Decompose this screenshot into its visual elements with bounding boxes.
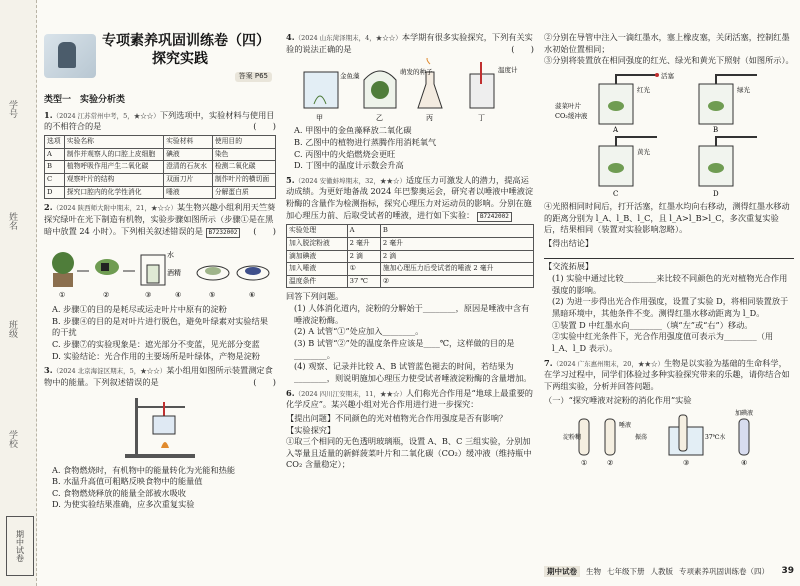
table-cell: ② bbox=[380, 275, 533, 288]
question-text: 某小组用如图所示装置测定食物中的能量。下列叙述错误的是 bbox=[44, 365, 273, 387]
plant-icon bbox=[52, 252, 74, 287]
footer-subject: 生物 bbox=[586, 566, 601, 576]
footer-brand: 期中试卷 bbox=[544, 566, 580, 577]
sub-question: (1) 人体消化道内，淀粉的分解始于________，原因是唾液中含有唾液淀粉酶。 bbox=[294, 303, 530, 325]
page-subtitle: 探究实践 bbox=[152, 51, 208, 67]
question-number: 6. bbox=[286, 387, 295, 398]
jar-c bbox=[599, 136, 657, 186]
question-7 bbox=[544, 358, 794, 393]
question-number: 3. bbox=[44, 365, 53, 376]
test-tube-icon bbox=[605, 419, 615, 455]
valve-label: 活塞 bbox=[661, 71, 674, 80]
question-source: （2024 安徽蚌埠期末，32，★★☆） bbox=[294, 176, 406, 185]
question-3 bbox=[44, 365, 276, 388]
table-cell: 加入唾液 bbox=[287, 263, 348, 276]
margin-label-class: 班级 bbox=[7, 320, 17, 338]
jar-label: A bbox=[613, 125, 619, 134]
test-tube-icon bbox=[153, 416, 175, 434]
jar-label: C bbox=[613, 189, 619, 198]
option: B. 乙图中的植物进行蒸腾作用消耗氧气 bbox=[294, 136, 437, 147]
jar-d bbox=[699, 136, 757, 186]
question-number: 5. bbox=[286, 174, 295, 185]
conclusion-heading: 【得出结论】 bbox=[544, 237, 594, 248]
jar-b bbox=[699, 74, 757, 124]
apparatus-tag: 温度计 bbox=[498, 66, 518, 75]
question-number: 4. bbox=[286, 32, 295, 42]
question-5 bbox=[286, 175, 534, 222]
sub-heading: （一）“探究唾液对淀粉的消化作用”实验 bbox=[544, 394, 692, 405]
table-cell: 温度条件 bbox=[287, 275, 348, 288]
digestion-diagram bbox=[559, 409, 779, 467]
light-experiment-diagram bbox=[549, 70, 789, 198]
light-label: 黄光 bbox=[637, 147, 650, 156]
table-row bbox=[45, 173, 276, 186]
option: C. 丙图中的火焰燃烧会更旺 bbox=[294, 148, 396, 159]
light-experiment-figure bbox=[544, 70, 794, 198]
table-header: 实验材料 bbox=[164, 136, 213, 149]
table-row bbox=[287, 275, 534, 288]
margin-label-name: 姓名 bbox=[7, 212, 17, 230]
table-header: 使用目的 bbox=[212, 136, 275, 149]
jar-a bbox=[599, 73, 659, 124]
answer-bracket: ( ) bbox=[253, 121, 276, 132]
step-label: ② bbox=[607, 459, 614, 468]
seal-stamp: 期中试卷 bbox=[6, 516, 34, 576]
question-code: B7242002 bbox=[477, 212, 512, 223]
bell-jar-icon bbox=[364, 71, 396, 108]
instruction-text: 回答下列问题。 bbox=[286, 291, 344, 302]
setup-label: 乙 bbox=[376, 114, 383, 123]
apparatus-tag: 淀粉糊 bbox=[563, 434, 582, 442]
question-source: （2024 江苏常州中考，5，★☆☆） bbox=[52, 111, 160, 120]
question-number: 2. bbox=[44, 202, 53, 213]
table-cell: A bbox=[45, 148, 65, 161]
option: C. 步骤⑦的实验现象是：遮光部分不变蓝，见光部分变蓝 bbox=[52, 338, 260, 349]
question-number: 7. bbox=[544, 357, 553, 368]
answer-reference: 答案 P65 bbox=[235, 72, 272, 82]
step-label: ① bbox=[59, 291, 66, 300]
question-source: （2024 北京海淀区期末，5，★☆☆） bbox=[52, 367, 167, 376]
paragraph: ④光照相同时间后，打开活塞，红墨水均向右移动，测得红墨水移动的距离分别为 l_A、l_B、l_C，且 l_A>l_B>l_C，多次重复实验后，结果相同（装置对实验影响忽略）。 bbox=[544, 200, 790, 235]
table-header: B bbox=[380, 225, 533, 238]
light-label: 红光 bbox=[637, 85, 650, 94]
section-heading: 类型一 实验分析类 bbox=[44, 95, 126, 105]
sub-question: (2) A 试管“①”处应加入________。 bbox=[294, 326, 424, 337]
materials-table bbox=[44, 135, 276, 199]
option: D. 为使实验结果准确，应多次重复实验 bbox=[52, 499, 195, 510]
step-label: ③ bbox=[145, 291, 152, 300]
table-row bbox=[45, 148, 276, 161]
table-cell: 2 毫升 bbox=[380, 237, 533, 250]
option: B. 步骤④的目的是对叶片进行脱色，避免叶绿素对实验结果的干扰 bbox=[52, 315, 268, 338]
alcohol-label: 酒精 bbox=[167, 269, 181, 278]
step-label: ④ bbox=[175, 291, 182, 300]
question-4 bbox=[286, 32, 534, 55]
table-cell: 制作并观察人的口腔上皮细胞 bbox=[64, 148, 163, 161]
apparatus-tag: 加碘液 bbox=[735, 410, 754, 418]
table-cell: 加入脱淀粉液 bbox=[287, 237, 348, 250]
apparatus-tag: 金鱼藻 bbox=[340, 72, 360, 81]
apparatus-tag: 萌发的种子 bbox=[400, 68, 433, 77]
question-source: （2024 广东惠州期末，20，★★☆） bbox=[552, 359, 664, 368]
light-label: 绿光 bbox=[737, 85, 750, 94]
calorimeter-diagram bbox=[105, 392, 215, 462]
table-row bbox=[287, 237, 534, 250]
extension-heading: 【交流拓展】 bbox=[544, 261, 594, 272]
step-label: ⑥ bbox=[249, 291, 256, 300]
footer-edition: 人教版 bbox=[650, 566, 673, 576]
setup-label: 丙 bbox=[426, 114, 433, 123]
step-label: ③ bbox=[683, 459, 690, 468]
column-2 bbox=[286, 32, 534, 471]
thermos-icon bbox=[470, 62, 494, 108]
paragraph: ①取三个相同的无色透明玻璃瓶，设置 A、B、C 三组实验，分别加入等量且适量的新鲜菠菜叶片和二氧化碳（CO₂）缓冲液（维持瓶中 CO₂ 含量稳定）； bbox=[286, 436, 532, 470]
margin-label-school: 学校 bbox=[7, 430, 17, 448]
experiment-setups-diagram bbox=[290, 58, 530, 122]
paragraph: 【提出问题】不同颜色的光对植物光合作用强度是否有影响？ bbox=[286, 412, 508, 423]
leaf-label: 菠菜叶片 bbox=[555, 101, 581, 110]
table-cell: 2 滴 bbox=[347, 250, 380, 263]
saliva-experiment-table bbox=[286, 224, 534, 288]
jar-label: D bbox=[713, 189, 719, 198]
question-text: 生物是以实验为基础的生命科学，在学习过程中，同学们体验过多种实验探究带来的乐趣，请你结合如下两组实验，分析并回答问题。 bbox=[544, 357, 790, 391]
title-banner bbox=[44, 32, 276, 88]
paragraph: 【实验探究】 bbox=[286, 424, 336, 435]
question-code: B7232002 bbox=[206, 228, 241, 239]
table-row bbox=[45, 161, 276, 174]
table-header: A bbox=[347, 225, 380, 238]
option: A. 甲图中的金鱼藻释放二氧化碳 bbox=[294, 125, 412, 136]
table-header: 选项 bbox=[45, 136, 65, 149]
experiment-steps-figure bbox=[44, 241, 276, 301]
question-text: 适度压力可激发人的潜力，提高运动成绩。为更好地备战 2024 年巴黎奥运会，研究者以唾液中唾液淀粉酶的含量作为检测指标，探究心理压力对运动员的影响。分别在施加心理压力前、后取受试者的唾液，进行如下实验： bbox=[286, 174, 534, 220]
calorimeter-figure bbox=[44, 392, 276, 462]
buffer-label: CO₂缓冲液 bbox=[555, 111, 588, 120]
answer-line bbox=[544, 249, 794, 259]
table-header: 实验名称 bbox=[64, 136, 163, 149]
question-text: 本学期有很多实验探究，下列有关实验的说法正确的是 bbox=[286, 32, 533, 54]
column-1 bbox=[44, 0, 276, 511]
footer-grade: 七年级下册 bbox=[607, 566, 645, 576]
flame-icon bbox=[161, 442, 169, 448]
leaf-icon bbox=[95, 259, 119, 275]
table-cell: 唾液 bbox=[164, 186, 213, 199]
sub-question: ①装置 D 中红墨水向________（填“左”或“右”）移动。 bbox=[552, 319, 753, 330]
setup-label: 甲 bbox=[316, 114, 323, 123]
table-header: 实验处理 bbox=[287, 225, 348, 238]
option: D. 实验结论：光合作用的主要场所是叶绿体，产物是淀粉 bbox=[52, 350, 260, 361]
question-text: 某生物兴趣小组利用天竺葵探究绿叶在光下制造有机物，实验步骤如图所示（步骤①是在黑暗中放置 24 小时）。下列相关叙述错误的是 bbox=[44, 202, 276, 236]
table-cell: 分解蛋白质 bbox=[212, 186, 275, 199]
question-1 bbox=[44, 110, 276, 133]
table-cell: 滴加碘液 bbox=[287, 250, 348, 263]
flask-icon bbox=[418, 58, 442, 108]
test-tube-icon bbox=[679, 415, 687, 451]
binding-margin bbox=[0, 0, 37, 586]
answer-bracket: ( ) bbox=[253, 225, 276, 236]
table-cell: 制作叶片的横切面 bbox=[212, 173, 275, 186]
sub-question: (1) 实验中通过比较________来比较不同颜色的光对植物光合作用强度的影响。 bbox=[552, 273, 788, 295]
step-label: ④ bbox=[741, 459, 748, 468]
beaker-icon bbox=[304, 72, 338, 108]
paragraph: ②分别在导管中注入一滴红墨水，塞上橡皮塞，关闭活塞，控制红墨水初始位置相同； bbox=[544, 32, 790, 54]
question-source: （2024 山东菏泽期末，4，★☆☆） bbox=[294, 34, 402, 42]
test-tube-icon bbox=[739, 419, 749, 455]
answer-bracket: ( ) bbox=[253, 376, 276, 387]
paragraph: ③分别将装置放在相同强度的红光、绿光和黄光下照射（如图所示）。 bbox=[544, 55, 794, 66]
table-cell: D bbox=[45, 186, 65, 199]
footer-title: 专项素养巩固训练卷（四） bbox=[679, 566, 769, 576]
table-row bbox=[45, 186, 276, 199]
sub-question: (4) 观察、记录并比较 A、B 试管蓝色褪去的时间，若结果为________，则说明施加心理压力使受试者唾液淀粉酶的含量增加。 bbox=[294, 361, 532, 383]
page-title: 专项素养巩固训练卷（四） bbox=[102, 33, 270, 49]
table-header-row bbox=[45, 136, 276, 149]
answer-bracket: ( ) bbox=[511, 43, 534, 54]
digestion-figure bbox=[544, 409, 794, 467]
table-cell: 探究口腔内的化学性消化 bbox=[64, 186, 163, 199]
question-text: 人们称光合作用是“地球上最重要的化学反应”。某兴趣小组对光合作用进行进一步探究： bbox=[286, 387, 533, 410]
petri-dish-icon bbox=[197, 266, 229, 280]
page-number: 39 bbox=[781, 566, 794, 576]
option: C. 食物燃烧释放的能量全部被水吸收 bbox=[52, 487, 186, 498]
question-2 bbox=[44, 202, 276, 238]
apparatus-tag: 振荡 bbox=[635, 434, 648, 442]
sub-question: (3) B 试管“②”处的温度条件应该是____℃，这样做的目的是________。 bbox=[294, 338, 515, 360]
option: A. 食物燃烧时，有机物中的能量转化为光能和热能 bbox=[52, 464, 236, 475]
step-label: ⑤ bbox=[209, 291, 216, 300]
beaker-icon bbox=[141, 255, 165, 285]
petri-dish-icon bbox=[237, 266, 269, 280]
question-number: 1. bbox=[44, 109, 53, 120]
column-3 bbox=[544, 32, 794, 470]
apparatus-tag: 唾液 bbox=[619, 422, 632, 430]
table-cell: B bbox=[45, 161, 65, 174]
table-cell: C bbox=[45, 173, 65, 186]
water-label: 水 bbox=[167, 251, 174, 260]
page-footer bbox=[544, 564, 794, 578]
table-cell: 37 ℃ bbox=[347, 275, 380, 288]
option: B. 水温升高值可粗略反映食物中的能量值 bbox=[52, 476, 203, 487]
sub-question: (2) 为进一步得出光合作用强度，设置了实验 D，将相同装置放于黑暗环境中，其他条件不变。测得红墨水移动距离为 l_D。 bbox=[552, 296, 789, 319]
experiment-setups-figure bbox=[286, 58, 534, 122]
step-label: ② bbox=[103, 291, 110, 300]
question-6 bbox=[286, 388, 534, 411]
table-cell: ① bbox=[347, 263, 380, 276]
apparatus-tag: 37℃水 bbox=[705, 434, 726, 442]
table-cell: 检测二氧化碳 bbox=[212, 161, 275, 174]
experiment-steps-diagram bbox=[45, 241, 275, 301]
question-source: （2024 陕西师大附中期末，21，★☆☆） bbox=[52, 204, 177, 213]
table-cell: 施加心理压力后受试者的唾液 2 毫升 bbox=[380, 263, 533, 276]
option: A. 步骤①的目的是耗尽或运走叶片中原有的淀粉 bbox=[52, 304, 227, 315]
table-cell: 观察叶片的结构 bbox=[64, 173, 163, 186]
table-row bbox=[287, 263, 534, 276]
option: D. 丁图中的温度计示数会升高 bbox=[294, 160, 404, 171]
table-cell: 染色 bbox=[212, 148, 275, 161]
step-label: ① bbox=[581, 459, 588, 468]
margin-label-student-id: 学号 bbox=[7, 100, 17, 118]
jar-label: B bbox=[713, 125, 719, 134]
table-cell: 2 毫升 bbox=[347, 237, 380, 250]
table-row bbox=[287, 250, 534, 263]
table-header-row bbox=[287, 225, 534, 238]
question-source: （2024 四川江安期末，11，★★☆） bbox=[294, 389, 406, 398]
table-cell: 碘液 bbox=[164, 148, 213, 161]
question-text: 下列选项中，实验材料与使用目的不相符合的是 bbox=[44, 109, 275, 132]
table-cell: 双面刀片 bbox=[164, 173, 213, 186]
table-cell: 澄清的石灰水 bbox=[164, 161, 213, 174]
table-cell: 2 滴 bbox=[380, 250, 533, 263]
sub-question: ②实验中红光条件下，光合作用强度值可表示为________（用 l_A、l_D 表示）。 bbox=[552, 331, 774, 353]
setup-label: 丁 bbox=[478, 114, 485, 123]
table-cell: 植物呼吸作用产生二氧化碳 bbox=[64, 161, 163, 174]
banner-illustration bbox=[44, 34, 96, 78]
